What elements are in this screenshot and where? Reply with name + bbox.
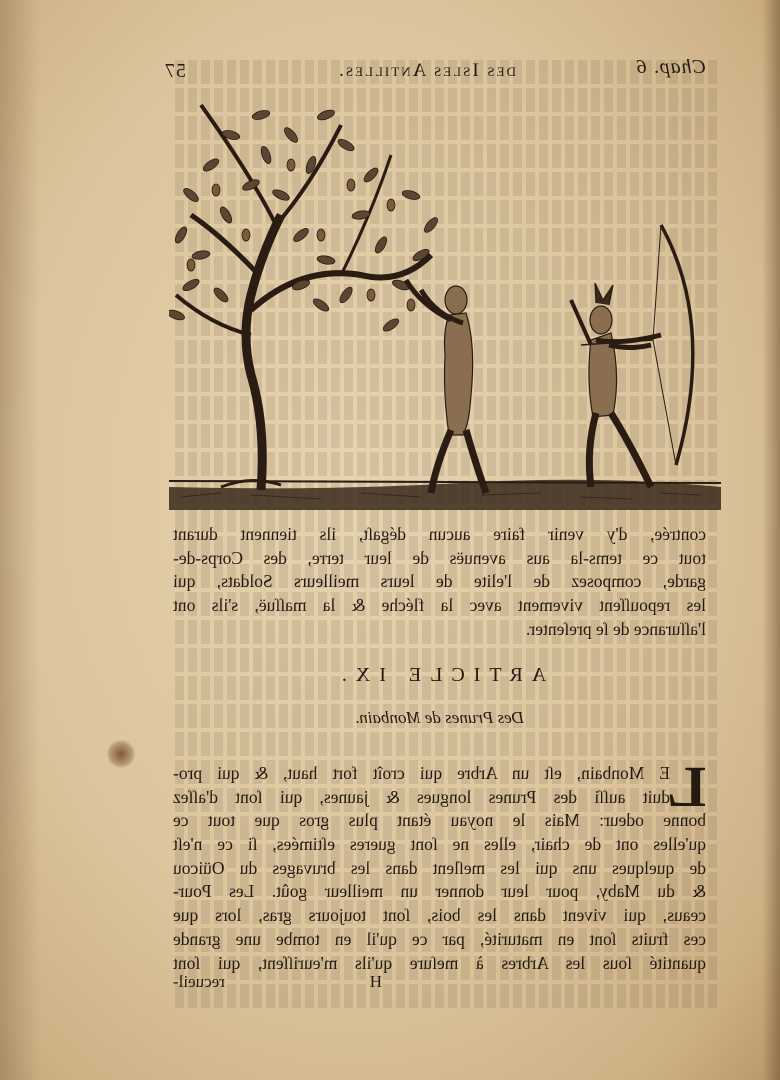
text-line: de quelques uns qui les meſlent dans les bruvages du Oüicou — [173, 857, 706, 878]
article-heading: ARTICLE IX. — [332, 664, 547, 686]
text-line: qu'elles ont de chair, elles ne ſont gueres eſtimées, ſi ce n'eſt — [173, 834, 706, 855]
page-number: 57 — [164, 60, 186, 82]
chapter-label: Chap. 6 — [635, 56, 706, 78]
text-line: quantité ſous les Arbres à meſure qu'ils m'euriſſent, qui ſont — [173, 952, 706, 973]
text-line: contrée, d'y venir faire aucun dégaſt, ils tiennent durant — [173, 524, 706, 544]
text-line: l'aſſurance de ſe preſenter. — [526, 618, 706, 639]
native-picking-fruit — [406, 280, 486, 493]
text-line: tout ce tems-la aus avenuës de leur terre, des Corps-de- — [173, 547, 706, 568]
text-line: garde, composez de l'elite de leurs meilleurs Soldats, qui — [173, 571, 706, 592]
text-line: bonne odeur: Mais le noyau étant plus gros que tout ce — [173, 810, 706, 831]
tree-leaves — [169, 108, 440, 333]
text-line: les repouſſent vivement avec la fléche & la maſſuë, s'ils ont — [173, 595, 706, 616]
native-archer — [571, 283, 661, 487]
page-header — [164, 52, 706, 82]
article-paragraph — [173, 754, 706, 975]
engraving-illustration — [169, 95, 721, 510]
catchword: recueil- — [173, 972, 225, 991]
bow-string — [653, 225, 676, 465]
signature-mark: H — [369, 972, 382, 991]
bow — [661, 225, 693, 465]
text-line: ces fruits ſont en maturité, par ce qu'il en tombe une grande — [173, 928, 706, 949]
paragraph-continuation — [173, 523, 706, 641]
text-line: ceaus, qui vivent dans les bois, ſont toujours gras, lors que — [173, 905, 706, 926]
text-line: & du Maby, pour leur donner un meilleur goût. Les Pour- — [173, 881, 706, 902]
drop-cap: L — [667, 754, 706, 819]
text-line: duit auſſi des Prunes longues & jaunes, qui ſont d'aſſez — [173, 786, 670, 807]
article-subtitle: Des Prunes de Monbain. — [354, 708, 525, 727]
text-line: E Monbain, eſt un Arbre qui croît fort haut, & qui pro- — [173, 763, 670, 783]
running-title: des Isles Antilles. — [337, 60, 516, 81]
